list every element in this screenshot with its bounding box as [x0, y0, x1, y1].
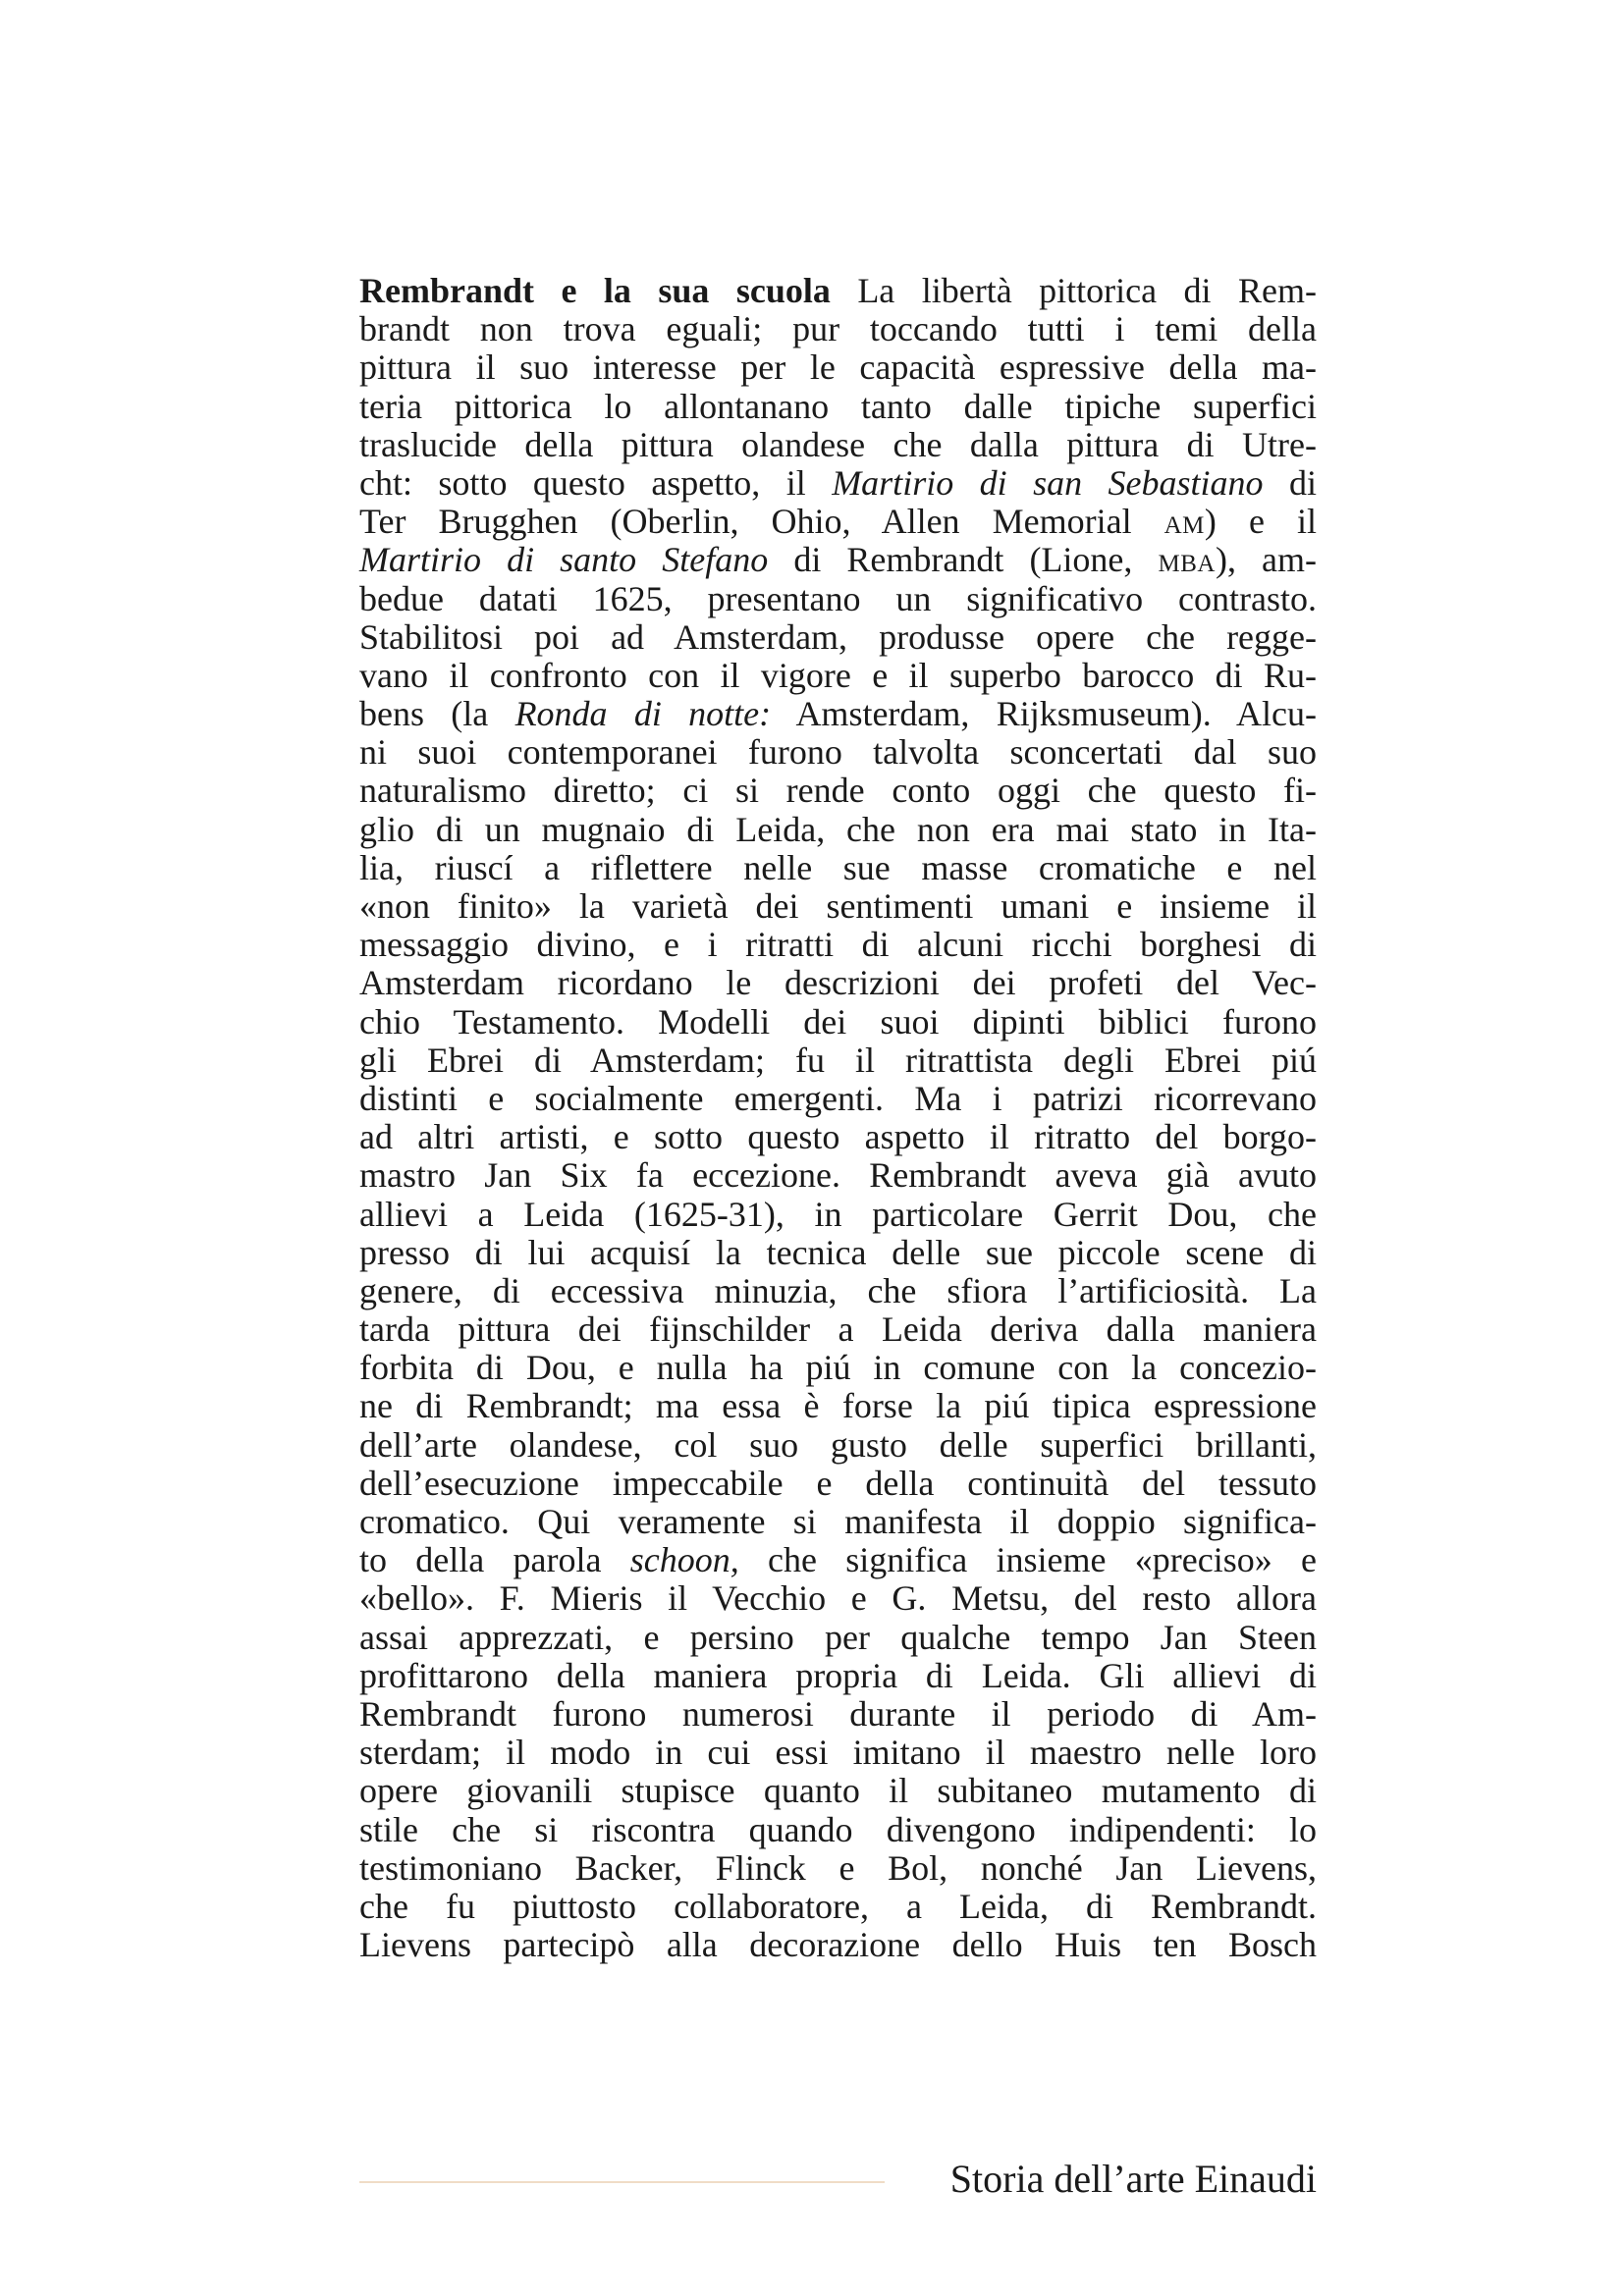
italic-title: Martirio di santo Stefano — [359, 540, 769, 580]
text-run: profittarono della maniera propria di Leida. Gli allievi di — [359, 1655, 1317, 1695]
text-line — [359, 964, 1317, 1002]
text-line — [359, 1349, 1317, 1387]
text-run: allievi a Leida (1625-31), in particolare Gerrit Dou, che — [359, 1194, 1317, 1234]
text-line — [359, 1426, 1317, 1465]
section-heading: Rembrandt e la sua scuola — [359, 271, 831, 310]
text-line — [359, 618, 1317, 657]
text-run: stile che si riscontra quando divengono indipendenti: lo — [359, 1809, 1317, 1849]
text-run: ) e il — [1204, 502, 1317, 542]
text-run: testimoniano Backer, Flinck e Bol, nonché Jan Lievens, — [359, 1847, 1317, 1888]
text-run: distinti e socialmente emergenti. Ma i patrizi ricorrevano — [359, 1078, 1317, 1118]
text-run: gli Ebrei di Amsterdam; fu il ritrattista degli Ebrei piú — [359, 1040, 1317, 1080]
text-line — [359, 695, 1317, 733]
text-line — [359, 272, 1317, 310]
text-line — [359, 1541, 1317, 1579]
footer-rule — [359, 2181, 885, 2183]
small-caps-abbrev: mba — [1158, 540, 1216, 580]
text-run: ne di Rembrandt; ma essa è forse la piú tipica espressione — [359, 1386, 1317, 1426]
text-line — [359, 1080, 1317, 1118]
text-run: di — [1263, 462, 1317, 503]
text-run: vano il confronto con il vigore e il superbo barocco di Ru- — [359, 655, 1317, 695]
text-run: cht: sotto questo aspetto, il — [359, 462, 833, 503]
text-line — [359, 1310, 1317, 1349]
text-line — [359, 1734, 1317, 1772]
text-line — [359, 1849, 1317, 1888]
text-run: ni suoi contemporanei furono talvolta sconcertati dal suo — [359, 732, 1317, 773]
text-line — [359, 1196, 1317, 1234]
text-run: tarda pittura dei fijnschilder a Leida deriva dalla maniera — [359, 1309, 1317, 1350]
text-line — [359, 1387, 1317, 1425]
text-run: che significa insieme «preciso» e — [738, 1540, 1317, 1580]
text-run: «non finito» la varietà dei sentimenti umani e insieme il — [359, 886, 1317, 926]
footer-title: Storia dell’arte Einaudi — [949, 2157, 1317, 2201]
text-run: Stabilitosi poi ad Amsterdam, produsse opere che regge- — [359, 616, 1317, 657]
text-run: bens (la — [359, 694, 515, 734]
text-line — [359, 849, 1317, 887]
text-run: presso di lui acquisí la tecnica delle sue piccole scene di — [359, 1232, 1317, 1272]
italic-title: Ronda di notte: — [514, 694, 772, 734]
italic-title: Martirio di san Sebastiano — [832, 462, 1264, 503]
small-caps-abbrev: am — [1163, 502, 1205, 542]
text-run: assai apprezzati, e persino per qualche tempo Jan Steen — [359, 1617, 1317, 1657]
text-line — [359, 1503, 1317, 1541]
text-run: chio Testamento. Modelli dei suoi dipinti biblici furono — [359, 1001, 1317, 1041]
text-line — [359, 1695, 1317, 1734]
text-run: Amsterdam ricordano le descrizioni dei profeti del Vec- — [359, 963, 1317, 1003]
text-line — [359, 1272, 1317, 1310]
text-line — [359, 1118, 1317, 1156]
page-footer — [359, 2155, 1317, 2204]
text-run: lia, riuscí a riflettere nelle sue masse cromatiche e nel — [359, 847, 1317, 887]
text-run: La libertà pittorica di Rem- — [830, 271, 1317, 310]
text-line — [359, 1234, 1317, 1272]
text-run: mastro Jan Six fa eccezione. Rembrandt aveva già avuto — [359, 1155, 1317, 1196]
text-line — [359, 733, 1317, 772]
text-run: di Rembrandt (Lione, — [768, 540, 1159, 580]
text-run: Lievens partecipò alla decorazione dello Huis ten Bosch — [359, 1925, 1317, 1965]
text-line — [359, 1156, 1317, 1195]
text-run: cromatico. Qui veramente si manifesta il doppio significa- — [359, 1502, 1317, 1541]
text-run: che fu piuttosto collaboratore, a Leida, di Rembrandt. — [359, 1886, 1317, 1926]
text-line — [359, 772, 1317, 810]
text-line — [359, 503, 1317, 541]
italic-title: schoon, — [629, 1540, 739, 1580]
text-run: ad altri artisti, e sotto questo aspetto il ritratto del borgo- — [359, 1117, 1317, 1157]
text-run: naturalismo diretto; ci si rende conto oggi che questo fi- — [359, 771, 1317, 811]
text-run: ), am- — [1215, 540, 1317, 580]
text-run: bedue datati 1625, presentano un significativo contrasto. — [359, 578, 1317, 618]
text-run: opere giovanili stupisce quanto il subitaneo mutamento di — [359, 1771, 1317, 1811]
text-run: Rembrandt furono numerosi durante il periodo di Am- — [359, 1693, 1317, 1734]
text-line — [359, 426, 1317, 464]
text-line — [359, 541, 1317, 579]
text-line — [359, 580, 1317, 618]
text-line — [359, 811, 1317, 849]
text-line — [359, 1579, 1317, 1618]
text-run: forbita di Dou, e nulla ha piú in comune con la concezio- — [359, 1348, 1317, 1388]
text-run: «bello». F. Mieris il Vecchio e G. Metsu, del resto allora — [359, 1578, 1317, 1619]
text-line — [359, 1041, 1317, 1080]
text-run: Amsterdam, Rijksmuseum). Alcu- — [771, 694, 1317, 734]
text-line — [359, 388, 1317, 426]
body-text — [359, 272, 1317, 1964]
text-run: to della parola — [359, 1540, 630, 1580]
text-line — [359, 1003, 1317, 1041]
text-line — [359, 348, 1317, 387]
text-line — [359, 1619, 1317, 1657]
text-line — [359, 1465, 1317, 1503]
text-line — [359, 1657, 1317, 1695]
text-line — [359, 657, 1317, 695]
text-line — [359, 310, 1317, 348]
text-run: pittura il suo interesse per le capacità espressive della ma- — [359, 347, 1317, 388]
text-line — [359, 1772, 1317, 1810]
text-run: sterdam; il modo in cui essi imitano il maestro nelle loro — [359, 1733, 1317, 1773]
text-run: dell’esecuzione impeccabile e della continuità del tessuto — [359, 1463, 1317, 1503]
text-run: genere, di eccessiva minuzia, che sfiora l’artificiosità. La — [359, 1270, 1317, 1310]
text-line — [359, 1811, 1317, 1849]
text-run: messaggio divino, e i ritratti di alcuni ricchi borghesi di — [359, 925, 1317, 965]
text-run: teria pittorica lo allontanano tanto dalle tipiche superfici — [359, 386, 1317, 426]
text-line — [359, 464, 1317, 503]
text-run: dell’arte olandese, col suo gusto delle superfici brillanti, — [359, 1424, 1317, 1465]
text-line — [359, 1888, 1317, 1926]
text-run: Ter Brugghen (Oberlin, Ohio, Allen Memorial — [359, 502, 1164, 542]
text-run: traslucide della pittura olandese che dalla pittura di Utre- — [359, 424, 1317, 464]
text-line — [359, 1926, 1317, 1964]
text-line — [359, 926, 1317, 964]
text-run: glio di un mugnaio di Leida, che non era mai stato in Ita- — [359, 809, 1317, 849]
text-line — [359, 887, 1317, 926]
text-run: brandt non trova eguali; pur toccando tutti i temi della — [359, 309, 1317, 349]
